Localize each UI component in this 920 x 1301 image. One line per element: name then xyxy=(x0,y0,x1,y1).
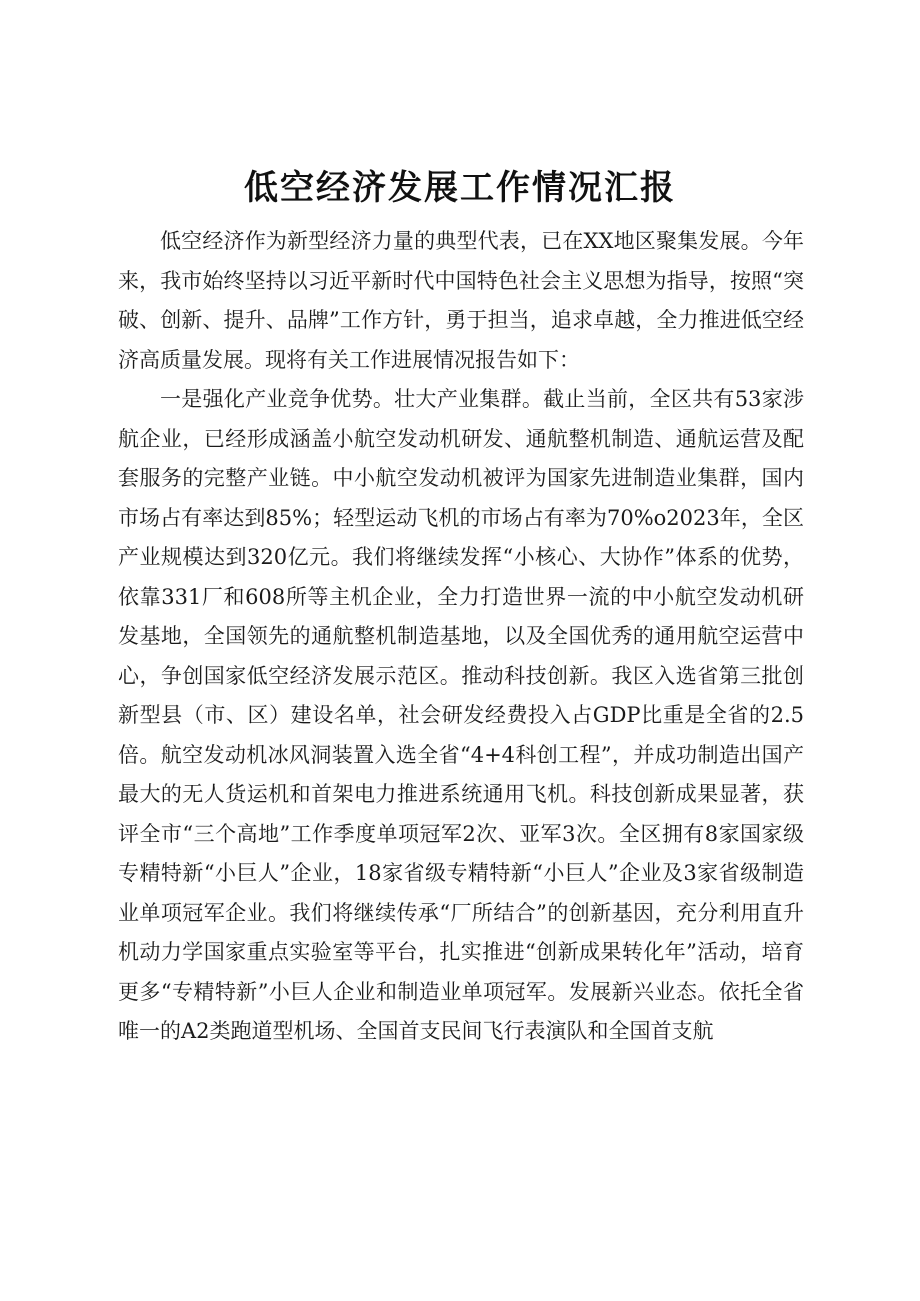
document-title: 低空经济发展工作情况汇报 xyxy=(244,168,676,208)
paragraph-industry: 一是强化产业竞争优势。壮大产业集群。截止当前，全区共有53家涉航企业，已经形成涵盖小航空发动机研发、通航整机制造、通航运营及配套服务的完整产业链。中小航空发动机被评为国家先进制造业集群，国内市场占有率达到85%；轻型运动飞机的市场占有率为70%o2023年，全区产业规模达到320亿元。我们将继续发挥“小核心、大协作”体系的优势，依靠331厂和608所等主机企业，全力打造世界一流的中小航空发动机研发基地，全国领先的通航整机制造基地，以及全国优秀的通用航空运营中心，争创国家低空经济发展示范区。推动科技创新。我区入选省第三批创新型县（市、区）建设名单，社会研发经费投入占GDP比重是全省的2.5倍。航空发动机冰风洞装置入选全省“4+4科创工程”，并成功制造出国产最大的无人货运机和首架电力推进系统通用飞机。科技创新成果显著，获评全市“三个高地”工作季度单项冠军2次、亚军3次。全区拥有8家国家级专精特新“小巨人”企业，18家省级专精特新“小巨人”企业及3家省级制造业单项冠军企业。我们将继续传承“厂所结合”的创新基因，充分利用直升机动力学国家重点实验室等平台，扎实推进“创新成果转化年”活动，培育更多“专精特新”小巨人企业和制造业单项冠军。发展新兴业态。依托全省唯一的A2类跑道型机场、全国首支民间飞行表演队和全国首支航 xyxy=(118,387,804,1043)
document-body xyxy=(118,222,804,1052)
paragraph-intro: 低空经济作为新型经济力量的典型代表，已在XX地区聚集发展。今年来，我市始终坚持以习近平新时代中国特色社会主义思想为指导，按照“突破、创新、提升、品牌”工作方针，勇于担当，追求卓越，全力推进低空经济高质量发展。现将有关工作进展情况报告如下： xyxy=(118,229,804,372)
